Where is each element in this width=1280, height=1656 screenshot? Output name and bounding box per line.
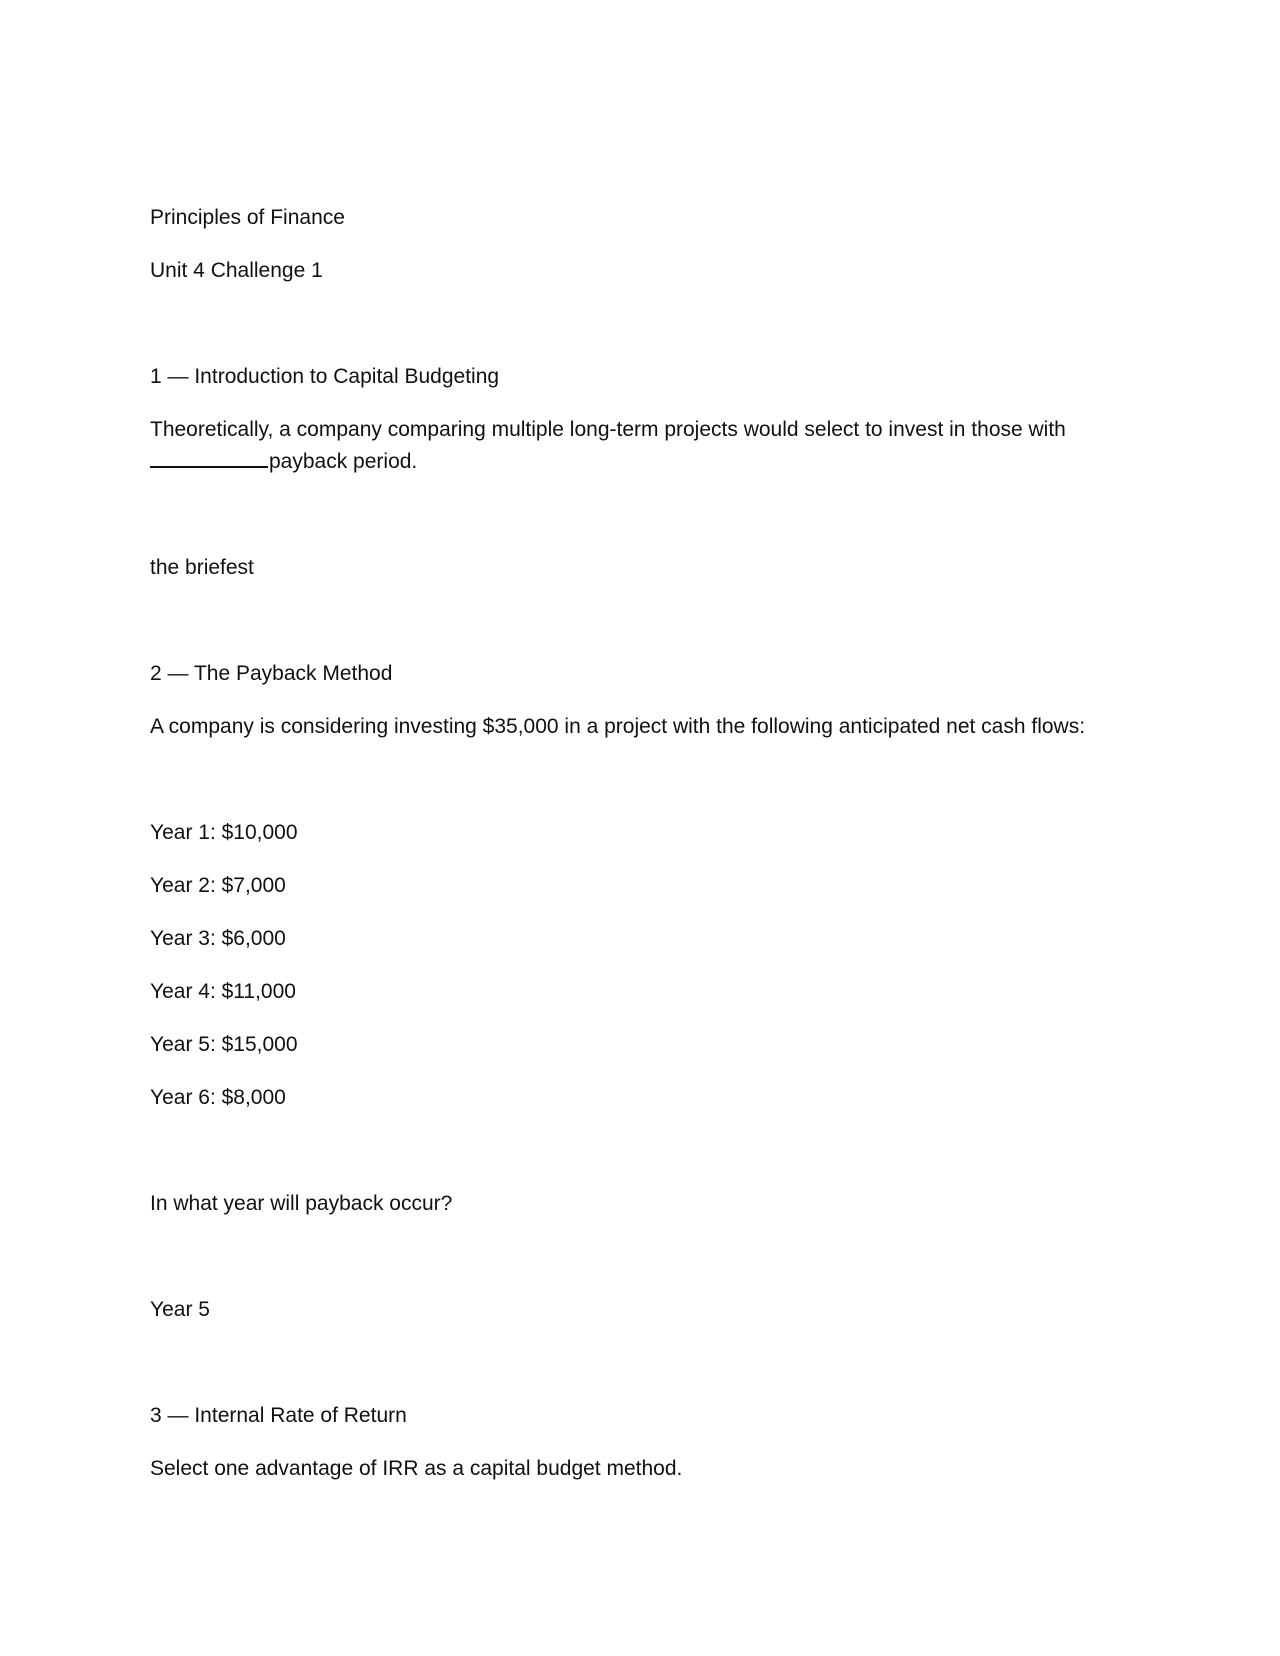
cash-flow-year-2: Year 2: $7,000 [150,874,286,897]
question-3-title: 3 — Internal Rate of Return [150,1404,407,1427]
question-2-prompt: A company is considering investing $35,000 in a project with the following anticipated net cash flows: [150,715,1086,738]
cash-flow-year-6: Year 6: $8,000 [150,1086,286,1109]
unit-title: Unit 4 Challenge 1 [150,259,323,282]
cash-flow-year-1: Year 1: $10,000 [150,821,298,844]
fill-in-blank [150,465,268,468]
question-1-title: 1 — Introduction to Capital Budgeting [150,365,500,388]
cash-flow-year-5: Year 5: $15,000 [150,1033,298,1056]
question-1-prompt-line-2 [150,446,417,479]
question-2-answer: Year 5 [150,1298,210,1321]
cash-flow-year-4: Year 4: $11,000 [150,980,296,1003]
question-3-prompt: Select one advantage of IRR as a capital budget method. [150,1457,683,1480]
cash-flow-year-3: Year 3: $6,000 [150,927,286,950]
question-1-prompt-line-1: Theoretically, a company comparing multiple long-term projects would select to invest in those with [150,418,1066,441]
question-2-question: In what year will payback occur? [150,1192,453,1215]
question-1-prompt-continuation: payback period. [269,450,418,473]
question-2-title: 2 — The Payback Method [150,662,393,685]
question-1-answer: the briefest [150,556,254,579]
course-title: Principles of Finance [150,206,345,229]
